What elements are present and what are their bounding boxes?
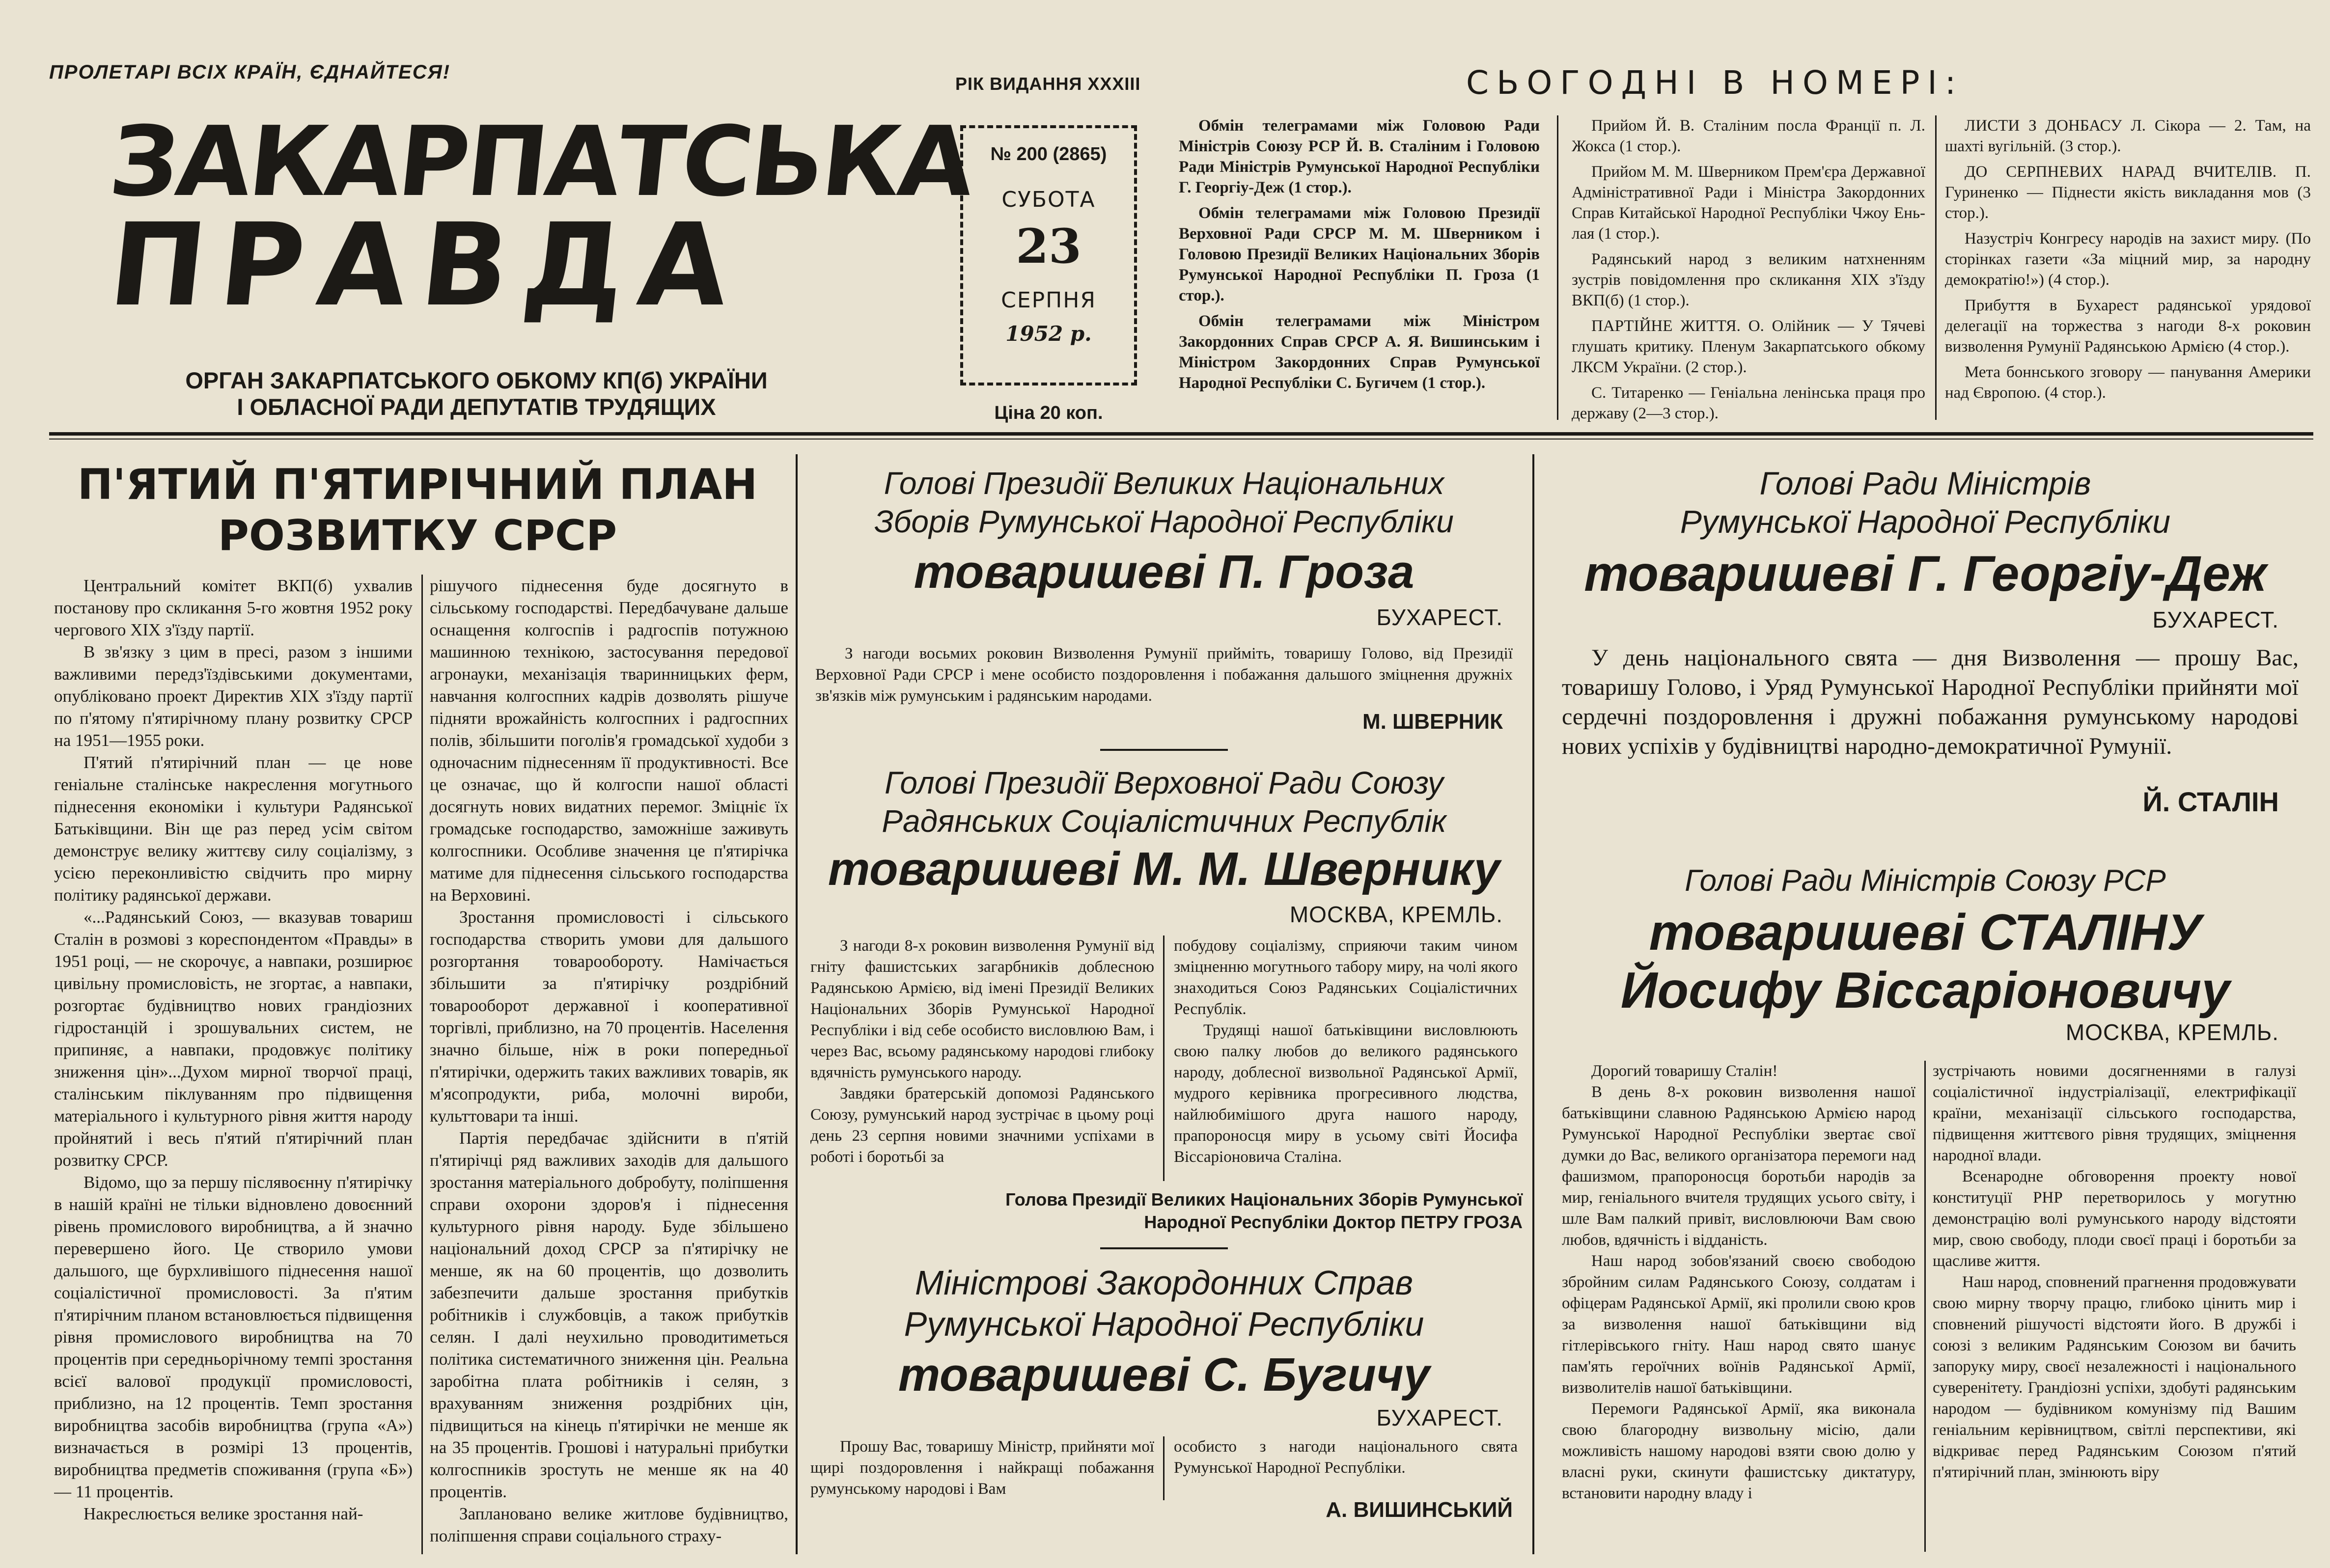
toc-item: Радянський народ з великим натхненням зустрів повідомлення про скликання XIX з'їзду ВКП(б) (1 стор.). xyxy=(1572,250,1925,309)
issue-year: РІК ВИДАННЯ XXXIII xyxy=(955,74,1141,94)
bugich-signature: А. ВИШИНСЬКИЙ xyxy=(1326,1498,1513,1522)
stalin-name-line1: товаришеві СТАЛІНУ xyxy=(1649,904,2202,961)
groza-name: товаришеві П. Гроза xyxy=(914,546,1415,598)
paragraph: Накреслюється велике зростання най- xyxy=(83,1504,363,1523)
issue-number: № 200 (2865) xyxy=(990,144,1107,165)
masthead-organ-line2: І ОБЛАСНОЇ РАДИ ДЕПУТАТІВ ТРУДЯЩИХ xyxy=(237,394,716,420)
plan-headline-line2: РОЗВИТКУ СРСР xyxy=(218,511,617,560)
dej-heading-line1: Голові Ради Міністрів xyxy=(1759,465,2091,501)
toc-item: Прибуття в Бухарест радянської урядової делегації на торжества з нагоди 8-х роковин визволення Румунії Радянською Армією (4 стор.). xyxy=(1945,297,2311,356)
groza-text xyxy=(815,643,1513,707)
paragraph: У день національного свята — дня Визволення — прошу Вас, товаришу Голово, і Уряд Румунської Народної Республіки прийняти мої сердечні поздоровлення і дружні побажання румунському народові нових успіхів у будівництві народно-демократичної Румунії. xyxy=(1562,645,2299,759)
issue-month: СЕРПНЯ xyxy=(1001,288,1096,313)
column-divider xyxy=(1163,935,1165,1181)
dej-dateline: БУХАРЕСТ. xyxy=(2152,607,2279,633)
paragraph: Наш народ зобов'язаний своєю свободою збройним силам Радянського Союзу, солдатам і офіцерам Радянської Армії, які пролили свою кров за визволення нашої батьківщини від гітлерівського гніту. Наш народ свято шанує пам'ять героїчних воїнів Радянської Армії, визволителів нашої батьківщини. xyxy=(1562,1252,1915,1397)
masthead-rule xyxy=(49,432,2313,436)
column-divider xyxy=(796,454,798,1554)
groza-signature: М. ШВЕРНИК xyxy=(1362,710,1503,734)
toc-item: Мета боннського зговору — панування Америки над Європою. (4 стор.). xyxy=(1945,363,2311,402)
masthead-title-line2: ПРАВДА xyxy=(103,199,749,331)
shvernik-heading-line1: Голові Президії Верховної Ради Союзу xyxy=(885,765,1443,800)
column-divider xyxy=(1924,1061,1926,1552)
column-divider xyxy=(1163,1436,1165,1500)
paragraph: Прошу Вас, товаришу Міністр, прийняти мої щирі поздоровлення і найкращі побажання румунському народові і Вам xyxy=(810,1438,1154,1498)
groza-heading-line1: Голові Президії Великих Національних xyxy=(884,466,1444,501)
shvernik-signature xyxy=(805,1188,1523,1234)
plan-headline xyxy=(54,459,781,561)
masthead-title-line1: ЗАКАРПАТСЬКА xyxy=(105,106,978,218)
paragraph: Наш народ, сповнений прагнення продовжувати свою мирну творчу працю, глибоко цінить мир і сповнений рішучості відстояти його. В дружбі і союзі з великим Радянським Союзом ви бачить запоруку миру, своєї незалежності і національного суверенітету. Грандіозні успіхи, здобуті радянським народом — будівником комунізму під Вашим геніальним керівництвом, світлі перспективи, які відкриває перед Радянським Союзом п'ятий п'ятирічний план, змінюють віру xyxy=(1933,1273,2296,1481)
paragraph: Заплановано велике житлове будівництво, поліпшення справи соціального страху- xyxy=(430,1504,788,1545)
paragraph: Дорогий товаришу Сталін! xyxy=(1591,1062,1778,1080)
paragraph: В день 8-х роковин визволення нашої батьківщини славною Радянською Армією народ Румунської Народної Республіки звертає свої думки до Вас, великого організатора перемоги над фашизмом, прапороносця боротьби народів за мир, геніального вчителя трудящих усього світу, і шле Вам палкий привіт, висловлюючи Вам свою любов, вдячність і відданість. xyxy=(1562,1083,1915,1249)
paragraph: Всенародне обговорення проекту нової конституції РНР перетворилось у могутню демонстрацію волі румунського народу відстояти мир, свою свободу, плоди своєї праці і боротьби за щасливе життя. xyxy=(1933,1168,2296,1270)
shvernik-heading xyxy=(805,764,1523,840)
toc-divider xyxy=(1935,115,1937,420)
bugich-heading-line1: Міністрові Закордонних Справ xyxy=(915,1264,1414,1302)
separator xyxy=(1100,749,1228,751)
masthead-organ-line1: ОРГАН ЗАКАРПАТСЬКОГО ОБКОМУ КП(б) УКРАЇНИ xyxy=(185,367,768,393)
issue-price: Ціна 20 коп. xyxy=(994,403,1103,423)
plan-headline-line1: П'ЯТИЙ П'ЯТИРІЧНИЙ ПЛАН xyxy=(77,460,758,509)
shvernik-heading-line2: Радянських Соціалістичних Республік xyxy=(882,803,1446,839)
plan-column-2 xyxy=(430,575,788,1554)
toc-item: ПАРТІЙНЕ ЖИТТЯ. О. Олійник — У Тячеві глушать критику. Пленум Закарпатського обкому ЛКСМ України. (2 стор.). xyxy=(1572,317,1925,376)
bugich-column-1 xyxy=(810,1436,1154,1500)
shvernik-dateline: МОСКВА, КРЕМЛЬ. xyxy=(1289,902,1503,927)
stalin-column-1 xyxy=(1562,1061,1915,1552)
groza-heading xyxy=(805,464,1523,541)
dej-name: товаришеві Г. Георгіу-Деж xyxy=(1584,546,2267,602)
toc-column-1 xyxy=(1179,115,1540,398)
stalin-heading: Голові Ради Міністрів Союзу РСР xyxy=(1685,864,2166,898)
toc-item: Назустріч Конгресу народів на захист миру. (По сторінках газети «За міцний мир, за народну демократію!») (4 стор.). xyxy=(1945,230,2311,289)
paragraph: З нагоди 8-х роковин визволення Румунії від гніту фашистських загарбників доблесною Радянською Армією, від імені Президії Великих Національних Зборів Румунської Народної Республіки і від себе особисто висловлюю Вам, і через Вас, всьому радянському народові глибоку вдячність румунського народу. xyxy=(810,937,1154,1081)
dej-heading-line2: Румунської Народної Республіки xyxy=(1680,503,2171,540)
masthead-organ xyxy=(157,367,796,420)
stalin-dateline: МОСКВА, КРЕМЛЬ. xyxy=(2065,1019,2279,1045)
toc-item: ДО СЕРПНЕВИХ НАРАД ВЧИТЕЛІВ. П. Гуриненко — Піднести якість викладання мов (3 стор.). xyxy=(1945,163,2311,222)
stalin-name-line2: Йосифу Віссаріоновичу xyxy=(1620,962,2230,1019)
dej-text xyxy=(1562,643,2299,761)
toc-divider xyxy=(1557,115,1558,420)
separator xyxy=(1100,1247,1228,1249)
bugich-heading-line2: Румунської Народної Республіки xyxy=(904,1305,1424,1343)
toc-item: Прийом М. М. Шверником Прем'єра Державної Адміністративної Ради і Міністра Закордонних Справ Китайської Народної Республіки Чжоу Ень-лая (1 стор.). xyxy=(1572,163,1925,243)
bugich-dateline: БУХАРЕСТ. xyxy=(1376,1405,1503,1430)
column-divider xyxy=(421,575,423,1554)
toc-item: ЛИСТИ З ДОНБАСУ Л. Сікора — 2. Там, на шахті вугільній. (3 стор.). xyxy=(1945,117,2311,155)
toc-item: Прийом Й. В. Сталіним посла Франції п. Л. Жокса (1 стор.). xyxy=(1572,117,1925,155)
shvernik-signature-line1: Голова Президії Великих Національних Зборів Румунської xyxy=(1005,1189,1523,1210)
toc-item: Обмін телеграмами між Головою Ради Міністрів Союзу РСР Й. В. Сталіним і Головою Ради Міністрів Румунської Народної Республіки Г. Георгіу-Деж (1 стор.). xyxy=(1179,117,1540,196)
column-divider xyxy=(1532,454,1534,1554)
toc-item: С. Титаренко — Геніальна ленінська праця про державу (2—3 стор.). xyxy=(1572,384,1925,422)
toc-item: Обмін телеграмами між Головою Президії Верховної Ради СРСР М. М. Шверником і Головою Президії Великих Національних Зборів Румунської Народної Республіки П. Гроза (1 стор.). xyxy=(1179,204,1540,304)
paragraph: побудову соціалізму, сприяючи таким чином зміцненню могутнього табору миру, на чолі якого знаходиться Союз Радянських Соціалістичних Республік. xyxy=(1174,937,1518,1018)
paragraph: Зростання промисловості і сільського господарства створить умови для дальшого розгортання товарообороту. Намічається збільшити за п'ятирічку роздрібний товарооборот державної і кооперативної торгівлі, приблизно, на 70 процентів. Населення значно більше, ніж в роки попередньої п'ятирічки, одержить таких важливих товарів, як м'ясопродукти, риба, молочні вироби, культтовари та інші. xyxy=(430,908,788,1126)
groza-dateline: БУХАРЕСТ. xyxy=(1376,605,1503,630)
bugich-name: товаришеві С. Бугичу xyxy=(898,1348,1430,1401)
paragraph: П'ятий п'ятирічний план — це нове геніальне сталінське накреслення могутнього піднесення економіки і культури Радянської Батьківщини. Він ще раз перед усім світом демонструє велику життєву силу соціалізму, з усією переконливістю свідчить про мирну політику радянської держави. xyxy=(54,753,413,905)
shvernik-signature-line2: Народної Республіки Доктор ПЕТРУ ГРОЗА xyxy=(1144,1212,1523,1232)
issue-weekday: СУБОТА xyxy=(1001,187,1096,212)
paragraph: Відомо, що за першу післявоєнну п'ятирічку в нашій країні не тільки відновлено довоєнний рівень промислового виробництва, а й значно перевершено його. Це створило умови дальшого, ще бурхливішого піднесення нашої соціалістичної промисловості. За п'ятим п'ятирічним планом встановлюється підвищення рівня промислового виробництва на 70 процентів при середньорічному темпі зростання всієї валової продукції промисловості, приблизно, на 12 процентів. Темп зростання виробництва засобів виробництва (група «А») визначається в розмірі 13 процентів, виробництва предметів споживання (група «Б») — 11 процентів. xyxy=(54,1173,413,1501)
toc-heading: СЬОГОДНІ В НОМЕРІ: xyxy=(1466,64,1964,102)
shvernik-column-1 xyxy=(810,935,1154,1168)
masthead-slogan: ПРОЛЕТАРІ ВСІХ КРАЇН, ЄДНАЙТЕСЯ! xyxy=(49,61,451,83)
bugich-column-2 xyxy=(1174,1436,1518,1479)
paragraph: Партія передбачає здійснити в п'ятій п'ятирічці ряд важливих заходів для дальшого зростання матеріального добробуту, поліпшення справи охорони здоров'я і піднесення культурного рівня народу. Буде збільшено національний доход СРСР за п'ятирічку не менше, як на 60 процентів, що дозволить забезпечити дальше зростання прибутків робітників і службовців, а також прибутків селян. І далі неухильно проводитиметься політика систематичного зниження цін. Реальна заробітна плата робітників і селян, з врахуванням зниження роздрібних цін, підвищиться на кінець п'ятирічки не менше як на 35 процентів. Грошові і натуральні прибутки колгоспників зростуть не менше як на 40 процентів. xyxy=(430,1128,788,1501)
paragraph: З нагоди восьмих роковин Визволення Румунії прийміть, товаришу Голово, від Президії Верховної Ради СРСР і мене особисто поздоровлення і побажання дальшого зміцнення дружніх зв'язків між румунським і радянським народами. xyxy=(815,645,1513,705)
dej-heading xyxy=(1542,464,2308,541)
plan-column-1 xyxy=(54,575,413,1554)
paragraph: В зв'язку з цим в пресі, разом з іншими важливими передз'їздівськими документами, опубліковано проект Директив XIX з'їзду партії по п'ятому п'ятирічному плану розвитку СРСР на 1951—1955 роки. xyxy=(54,642,413,750)
toc-column-2 xyxy=(1572,115,1925,429)
paragraph: особисто з нагоди національного свята Румунської Народної Республіки. xyxy=(1174,1438,1518,1477)
groza-heading-line2: Зборів Румунської Народної Республіки xyxy=(874,504,1454,539)
dej-signature: Й. СТАЛІН xyxy=(2142,786,2279,817)
shvernik-column-2 xyxy=(1174,935,1518,1168)
stalin-column-2 xyxy=(1933,1061,2296,1552)
paragraph: Завдяки братерській допомозі Радянського Союзу, румунський народ зустрічає в цьому році день 23 серпня новими значними успіхами в роботі і боротьбі за xyxy=(810,1085,1154,1166)
issue-box xyxy=(960,125,1137,385)
paragraph: рішучого піднесення буде досягнуто в сільському господарстві. Передбачуване дальше оснащення колгоспів і радгоспів потужною машинною технікою, застосування передової агронауки, механізація тваринницьких ферм, навчання колгоспних кадрів дозволять рішуче підняти врожайність колгоспних і радгоспних полів, збільшити поголів'я громадської худоби з одночасним піднесенням її продуктивності. Все це означає, що й колгоспи нашої області досягнуть нових видатних перемог. Зміцніє їх громадське господарство, заможніше заживуть колгоспники. Особливе значення це п'ятирічка матиме для піднесення сільського господарства на Верховині. xyxy=(430,576,788,905)
paragraph: зустрічають новими досягненнями в галузі соціалістичної індустріалізації, електрифікації країни, механізації сільського господарства, підвищення життєвого рівня трудящих, зміцнення народної влади. xyxy=(1933,1062,2296,1164)
issue-year-num: 1952 р. xyxy=(1005,322,1092,346)
paragraph: «...Радянський Союз, — вказував товариш Сталін в розмові з кореспондентом «Правды» в 1951 році, — не скорочує, а навпаки, розширює цивільну промисловість, не згортає, а навпаки, розгортає будівництво нових грандіозних гідростанцій і зрошувальних систем, не припиняє, а навпаки, продовжує політику зниження цін»...Духом мирної творчої праці, сталінським піклуванням про підвищення матеріального і культурного рівня життя народу пройнятий і весь п'ятий п'ятирічний план розвитку СРСР. xyxy=(54,908,413,1170)
issue-day: 23 xyxy=(1016,219,1082,274)
shvernik-name: товаришеві М. М. Швернику xyxy=(828,843,1500,895)
paragraph: Перемоги Радянської Армії, яка виконала свою благородну визвольну місію, дали можливість нашому народові взяти свою долю у власні руки, скинути фашистську диктатуру, встановити народну владу і xyxy=(1562,1400,1915,1502)
toc-column-3 xyxy=(1945,115,2311,408)
masthead-rule-thin xyxy=(49,439,2313,440)
paragraph: Трудящі нашої батьківщини висловлюють свою палку любов до великого радянського народу, доблесної визвольної Радянської Армії, мудрого керівника прогресивного людства, найлюбимішого друга нашого народу, прапороносця миру в усьому світі Йосифа Віссаріоновича Сталіна. xyxy=(1174,1021,1518,1166)
stalin-name xyxy=(1542,904,2308,1019)
paragraph: Центральний комітет ВКП(б) ухвалив постанову про скликання 5-го жовтня 1952 року чергового XIX з'їзду партії. xyxy=(54,576,413,639)
toc-item: Обмін телеграмами між Міністром Закордонних Справ СРСР А. Я. Вишинським і Міністром Закордонних Справ Румунської Народної Республіки С. Бугичем (1 стор.). xyxy=(1179,312,1540,392)
bugich-heading xyxy=(805,1262,1523,1345)
